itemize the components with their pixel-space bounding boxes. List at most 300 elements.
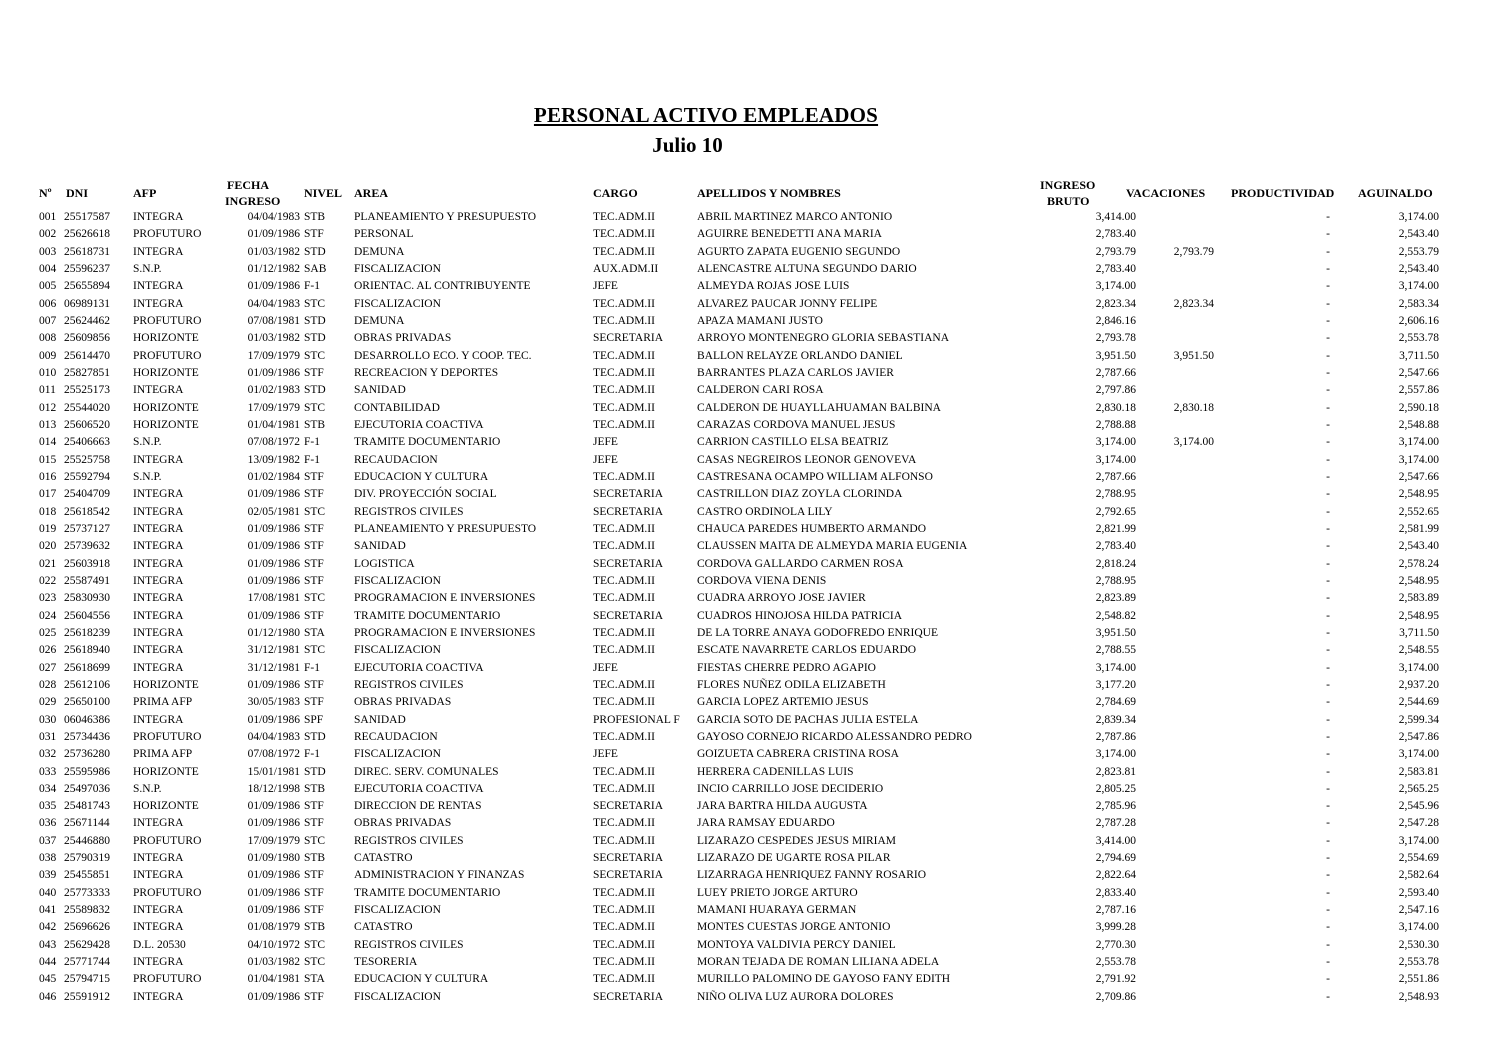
row-productividad: - [1326, 748, 1330, 761]
row-aguinaldo: 3,174.00 [1398, 661, 1439, 674]
row-dni: 25596237 [64, 262, 110, 275]
row-nombre: CALDERON DE HUAYLLAHUAMAN BALBINA [697, 401, 941, 414]
row-area: ORIENTAC. AL CONTRIBUYENTE [354, 280, 531, 293]
row-nombre: MAMANI HUARAYA GERMAN [697, 904, 857, 917]
row-ingreso-bruto: 3,174.00 [1095, 436, 1136, 449]
table-row [0, 226, 1497, 243]
header-area: AREA [354, 186, 389, 200]
header-dni: DNI [66, 186, 89, 200]
row-dni: 25650100 [64, 696, 110, 709]
row-ingreso-bruto: 3,414.00 [1095, 834, 1136, 847]
row-productividad: - [1326, 713, 1330, 726]
row-aguinaldo: 2,547.16 [1398, 904, 1439, 917]
row-dni: 25406663 [64, 436, 110, 449]
row-area: CATASTRO [354, 921, 413, 934]
row-area: EDUCACION Y CULTURA [354, 973, 489, 986]
row-nombre: CARRION CASTILLO ELSA BEATRIZ [697, 436, 889, 449]
row-nombre: FIESTAS CHERRE PEDRO AGAPIO [697, 661, 876, 674]
row-cargo: JEFE [593, 453, 618, 466]
row-aguinaldo: 3,174.00 [1398, 834, 1439, 847]
row-fecha-ingreso: 01/09/1986 [247, 228, 300, 241]
row-cargo: SECRETARIA [593, 852, 663, 865]
row-nivel: STC [304, 956, 326, 969]
row-nivel: STB [304, 782, 326, 795]
row-number: 039 [39, 869, 57, 882]
row-aguinaldo: 2,548.88 [1398, 418, 1439, 431]
table-row [0, 521, 1497, 538]
document-subtitle: Julio 10 [652, 133, 723, 157]
row-ingreso-bruto: 2,770.30 [1095, 938, 1136, 951]
table-row [0, 919, 1497, 936]
row-fecha-ingreso: 01/03/1982 [247, 332, 300, 345]
row-area: SANIDAD [354, 540, 406, 553]
row-number: 001 [39, 211, 57, 223]
row-nombre: MONTES CUESTAS JORGE ANTONIO [697, 921, 891, 934]
row-dni: 25618940 [64, 644, 110, 657]
row-dni: 25624462 [64, 314, 110, 327]
row-productividad: - [1326, 314, 1330, 327]
row-number: 043 [39, 938, 57, 951]
row-afp: INTEGRA [133, 713, 184, 726]
row-productividad: - [1326, 938, 1330, 951]
row-fecha-ingreso: 01/09/1986 [247, 817, 300, 830]
row-nivel: F-1 [304, 453, 320, 466]
row-aguinaldo: 2,552.65 [1398, 505, 1439, 518]
row-aguinaldo: 2,553.78 [1398, 956, 1439, 969]
row-ingreso-bruto: 3,174.00 [1095, 661, 1136, 674]
row-fecha-ingreso: 13/09/1982 [247, 453, 300, 466]
row-ingreso-bruto: 2,709.86 [1095, 990, 1136, 1003]
row-dni: 25830930 [64, 592, 110, 605]
row-number: 017 [39, 488, 57, 501]
row-cargo: JEFE [593, 661, 618, 674]
row-productividad: - [1326, 956, 1330, 969]
row-nivel: STB [304, 921, 326, 934]
row-fecha-ingreso: 04/10/1972 [247, 938, 300, 951]
row-number: 004 [39, 262, 57, 275]
row-productividad: - [1326, 540, 1330, 553]
row-vacaciones: 3,951.50 [1173, 349, 1214, 362]
row-number: 038 [39, 852, 57, 865]
row-aguinaldo: 3,174.00 [1398, 921, 1439, 934]
row-number: 009 [39, 349, 57, 362]
row-aguinaldo: 2,599.34 [1398, 713, 1439, 726]
row-aguinaldo: 3,711.50 [1399, 626, 1439, 639]
row-afp: INTEGRA [133, 921, 184, 934]
row-productividad: - [1326, 886, 1330, 899]
row-cargo: TEC.ADM.II [593, 817, 655, 830]
table-row [0, 261, 1497, 278]
row-fecha-ingreso: 18/12/1998 [247, 782, 300, 795]
row-afp: HORIZONTE [133, 332, 199, 345]
row-cargo: TEC.ADM.II [593, 730, 655, 743]
row-afp: HORIZONTE [133, 765, 199, 778]
row-number: 037 [39, 834, 57, 847]
row-afp: PROFUTURO [133, 886, 202, 899]
row-aguinaldo: 2,583.81 [1398, 765, 1439, 778]
row-dni: 25618731 [64, 245, 110, 258]
row-productividad: - [1326, 834, 1330, 847]
row-area: ADMINISTRACION Y FINANZAS [354, 869, 525, 882]
row-fecha-ingreso: 31/12/1981 [247, 661, 300, 674]
document-title: PERSONAL ACTIVO EMPLEADOS [533, 103, 879, 127]
table-row [0, 746, 1497, 763]
row-aguinaldo: 2,553.79 [1398, 245, 1439, 258]
row-vacaciones: 2,830.18 [1173, 401, 1214, 414]
row-afp: PRIMA AFP [133, 696, 193, 709]
row-area: TESORERIA [354, 956, 418, 969]
table-row [0, 694, 1497, 711]
row-cargo: TEC.ADM.II [593, 834, 655, 847]
row-aguinaldo: 2,548.95 [1398, 609, 1439, 622]
row-dni: 06989131 [64, 297, 110, 310]
row-ingreso-bruto: 3,999.28 [1095, 921, 1136, 934]
row-nivel: F-1 [304, 436, 320, 449]
row-nivel: STA [304, 973, 325, 986]
row-productividad: - [1326, 973, 1330, 986]
row-productividad: - [1326, 297, 1330, 310]
row-fecha-ingreso: 01/04/1981 [247, 418, 300, 431]
table-row [0, 469, 1497, 486]
row-afp: S.N.P. [133, 782, 162, 795]
row-nivel: STF [304, 609, 324, 622]
row-productividad: - [1326, 453, 1330, 466]
row-number: 008 [39, 332, 57, 345]
row-aguinaldo: 2,547.66 [1398, 470, 1439, 483]
table-row [0, 278, 1497, 295]
row-area: FISCALIZACION [354, 904, 441, 917]
row-aguinaldo: 3,174.00 [1398, 453, 1439, 466]
row-number: 032 [39, 748, 57, 761]
header-ingreso-date: INGRESO [225, 194, 281, 208]
row-fecha-ingreso: 01/09/1986 [247, 488, 300, 501]
row-fecha-ingreso: 01/09/1986 [247, 713, 300, 726]
table-row [0, 417, 1497, 434]
row-afp: INTEGRA [133, 574, 184, 587]
row-area: PERSONAL [354, 228, 414, 241]
row-ingreso-bruto: 2,553.78 [1095, 956, 1136, 969]
row-ingreso-bruto: 2,783.40 [1095, 540, 1136, 553]
table-row [0, 400, 1497, 417]
row-dni: 25618542 [64, 505, 110, 518]
row-afp: PROFUTURO [133, 834, 202, 847]
row-fecha-ingreso: 01/02/1984 [247, 470, 300, 483]
table-row [0, 434, 1497, 451]
row-aguinaldo: 3,174.00 [1398, 748, 1439, 761]
row-dni: 25525173 [64, 384, 110, 397]
table-row [0, 971, 1497, 988]
row-dni: 25614470 [64, 349, 110, 362]
table-row [0, 798, 1497, 815]
row-nombre: GAYOSO CORNEJO RICARDO ALESSANDRO PEDRO [697, 730, 972, 743]
row-nivel: STF [304, 800, 324, 813]
row-nombre: CASTRILLON DIAZ ZOYLA CLORINDA [697, 488, 903, 501]
row-cargo: TEC.ADM.II [593, 696, 655, 709]
row-aguinaldo: 2,547.86 [1398, 730, 1439, 743]
row-aguinaldo: 2,583.89 [1398, 592, 1439, 605]
row-aguinaldo: 2,548.95 [1398, 574, 1439, 587]
row-productividad: - [1326, 470, 1330, 483]
row-area: DIREC. SERV. COMUNALES [354, 765, 499, 778]
table-row [0, 937, 1497, 954]
row-dni: 25696626 [64, 921, 110, 934]
row-cargo: TEC.ADM.II [593, 401, 655, 414]
row-nivel: STF [304, 904, 324, 917]
row-area: DEMUNA [354, 314, 405, 327]
row-cargo: JEFE [593, 280, 618, 293]
row-ingreso-bruto: 2,788.95 [1095, 488, 1136, 501]
row-number: 020 [39, 540, 57, 553]
row-ingreso-bruto: 2,830.18 [1095, 401, 1136, 414]
row-afp: INTEGRA [133, 990, 184, 1003]
row-nombre: GARCIA SOTO DE PACHAS JULIA ESTELA [697, 713, 919, 726]
row-area: REGISTROS CIVILES [354, 834, 464, 847]
row-dni: 25626618 [64, 228, 110, 241]
table-row [0, 608, 1497, 625]
row-ingreso-bruto: 2,823.81 [1095, 765, 1136, 778]
row-nivel: STF [304, 540, 324, 553]
row-nombre: LUEY PRIETO JORGE ARTURO [697, 886, 858, 899]
header-afp: AFP [133, 186, 157, 200]
table-row [0, 382, 1497, 399]
row-nivel: STF [304, 869, 324, 882]
row-fecha-ingreso: 01/03/1982 [247, 956, 300, 969]
row-dni: 25404709 [64, 488, 110, 501]
row-cargo: TEC.ADM.II [593, 782, 655, 795]
row-nivel: STC [304, 592, 326, 605]
row-area: SANIDAD [354, 713, 406, 726]
row-nombre: DE LA TORRE ANAYA GODOFREDO ENRIQUE [697, 626, 938, 639]
header-fecha: FECHA [227, 178, 269, 192]
row-ingreso-bruto: 2,839.34 [1095, 713, 1136, 726]
row-fecha-ingreso: 04/04/1983 [247, 297, 300, 310]
row-cargo: SECRETARIA [593, 800, 663, 813]
table-row [0, 781, 1497, 798]
row-aguinaldo: 2,557.86 [1398, 384, 1439, 397]
row-productividad: - [1326, 817, 1330, 830]
row-dni: 25544020 [64, 401, 110, 414]
table-row [0, 902, 1497, 919]
row-nombre: CARAZAS CORDOVA MANUEL JESUS [697, 418, 896, 431]
row-afp: INTEGRA [133, 245, 184, 258]
row-productividad: - [1326, 609, 1330, 622]
row-nombre: GARCIA LOPEZ ARTEMIO JESUS [697, 696, 869, 709]
row-nivel: STD [304, 332, 326, 345]
row-cargo: TEC.ADM.II [593, 366, 655, 379]
row-cargo: TEC.ADM.II [593, 470, 655, 483]
row-ingreso-bruto: 2,833.40 [1095, 886, 1136, 899]
row-ingreso-bruto: 2,788.95 [1095, 574, 1136, 587]
row-nombre: CORDOVA GALLARDO CARMEN ROSA [697, 557, 904, 570]
row-fecha-ingreso: 01/09/1986 [247, 557, 300, 570]
table-row [0, 556, 1497, 573]
row-afp: INTEGRA [133, 817, 184, 830]
row-nivel: STD [304, 314, 326, 327]
row-aguinaldo: 2,937.20 [1398, 678, 1439, 691]
row-cargo: JEFE [593, 436, 618, 449]
table-row [0, 885, 1497, 902]
table-row [0, 764, 1497, 781]
row-ingreso-bruto: 3,174.00 [1095, 280, 1136, 293]
row-nivel: STD [304, 384, 326, 397]
row-afp: INTEGRA [133, 626, 184, 639]
row-dni: 25737127 [64, 522, 110, 535]
row-number: 019 [39, 522, 57, 535]
row-number: 028 [39, 678, 57, 691]
row-dni: 25671144 [64, 817, 110, 830]
row-nombre: ALENCASTRE ALTUNA SEGUNDO DARIO [697, 262, 917, 275]
row-afp: INTEGRA [133, 505, 184, 518]
row-aguinaldo: 2,547.28 [1398, 817, 1439, 830]
row-dni: 25771744 [64, 956, 110, 969]
row-nivel: F-1 [304, 661, 320, 674]
row-productividad: - [1326, 522, 1330, 535]
row-cargo: SECRETARIA [593, 332, 663, 345]
row-ingreso-bruto: 2,783.40 [1095, 262, 1136, 275]
row-ingreso-bruto: 2,792.65 [1095, 505, 1136, 518]
row-vacaciones: 3,174.00 [1173, 436, 1214, 449]
row-ingreso-bruto: 2,787.16 [1095, 904, 1136, 917]
row-productividad: - [1326, 730, 1330, 743]
header-vacaciones: VACACIONES [1126, 186, 1206, 200]
row-area: OBRAS PRIVADAS [354, 332, 452, 345]
table-row [0, 313, 1497, 330]
row-afp: INTEGRA [133, 904, 184, 917]
row-area: FISCALIZACION [354, 644, 441, 657]
row-number: 011 [39, 384, 56, 397]
row-cargo: TEC.ADM.II [593, 973, 655, 986]
row-afp: INTEGRA [133, 557, 184, 570]
row-area: LOGISTICA [354, 557, 415, 570]
row-nivel: STC [304, 505, 326, 518]
row-nivel: STB [304, 211, 326, 223]
row-number: 024 [39, 609, 57, 622]
row-afp: S.N.P. [133, 436, 162, 449]
row-dni: 25618699 [64, 661, 110, 674]
row-productividad: - [1326, 765, 1330, 778]
row-nivel: STF [304, 696, 324, 709]
row-aguinaldo: 2,582.64 [1398, 869, 1439, 882]
row-area: REGISTROS CIVILES [354, 938, 464, 951]
row-area: RECAUDACION [354, 730, 438, 743]
table-row [0, 989, 1497, 1006]
table-row [0, 660, 1497, 677]
row-dni: 25446880 [64, 834, 110, 847]
row-fecha-ingreso: 02/05/1981 [247, 505, 300, 518]
row-aguinaldo: 3,174.00 [1398, 280, 1439, 293]
row-dni: 25606520 [64, 418, 110, 431]
row-aguinaldo: 2,565.25 [1398, 782, 1439, 795]
row-nombre: BARRANTES PLAZA CARLOS JAVIER [697, 366, 894, 379]
row-area: DIV. PROYECCIÓN SOCIAL [354, 488, 497, 501]
row-nivel: STF [304, 470, 324, 483]
row-nombre: APAZA MAMANI JUSTO [697, 314, 823, 327]
row-nombre: INCIO CARRILLO JOSE DECIDERIO [697, 782, 884, 795]
row-ingreso-bruto: 2,823.89 [1095, 592, 1136, 605]
row-fecha-ingreso: 01/12/1980 [247, 626, 300, 639]
row-afp: D.L. 20530 [133, 938, 186, 951]
row-cargo: SECRETARIA [593, 557, 663, 570]
row-productividad: - [1326, 436, 1330, 449]
row-dni: 25455851 [64, 869, 110, 882]
row-afp: INTEGRA [133, 280, 184, 293]
row-fecha-ingreso: 01/09/1986 [247, 366, 300, 379]
row-number: 007 [39, 314, 57, 327]
row-afp: PROFUTURO [133, 973, 202, 986]
row-cargo: SECRETARIA [593, 609, 663, 622]
row-productividad: - [1326, 574, 1330, 587]
row-nivel: STF [304, 557, 324, 570]
row-nivel: STD [304, 765, 326, 778]
row-dni: 25525758 [64, 453, 110, 466]
row-ingreso-bruto: 3,174.00 [1095, 453, 1136, 466]
row-ingreso-bruto: 2,787.86 [1095, 730, 1136, 743]
row-ingreso-bruto: 2,823.34 [1095, 297, 1136, 310]
row-afp: INTEGRA [133, 488, 184, 501]
row-nombre: CORDOVA VIENA DENIS [697, 574, 827, 587]
row-nombre: MURILLO PALOMINO DE GAYOSO FANY EDITH [697, 973, 951, 986]
row-area: CONTABILIDAD [354, 401, 440, 414]
row-number: 021 [39, 557, 57, 570]
row-cargo: SECRETARIA [593, 505, 663, 518]
row-area: CATASTRO [354, 852, 413, 865]
row-cargo: TEC.ADM.II [593, 540, 655, 553]
row-nombre: JARA RAMSAY EDUARDO [697, 817, 835, 830]
row-ingreso-bruto: 2,818.24 [1095, 557, 1136, 570]
header-aguinaldo: AGUINALDO [1358, 186, 1433, 200]
row-productividad: - [1326, 678, 1330, 691]
row-cargo: TEC.ADM.II [593, 938, 655, 951]
row-fecha-ingreso: 01/09/1986 [247, 574, 300, 587]
row-dni: 25790319 [64, 852, 110, 865]
row-afp: PRIMA AFP [133, 748, 193, 761]
row-nivel: STF [304, 228, 324, 241]
row-number: 046 [39, 990, 57, 1003]
table-row [0, 850, 1497, 867]
row-nombre: LIZARAZO DE UGARTE ROSA PILAR [697, 852, 891, 865]
row-number: 035 [39, 800, 57, 813]
row-nivel: STC [304, 938, 326, 951]
row-number: 042 [39, 921, 57, 934]
row-number: 023 [39, 592, 57, 605]
row-area: FISCALIZACION [354, 297, 441, 310]
row-productividad: - [1326, 904, 1330, 917]
row-cargo: TEC.ADM.II [593, 211, 655, 223]
row-afp: S.N.P. [133, 470, 162, 483]
row-aguinaldo: 2,583.34 [1398, 297, 1439, 310]
row-cargo: TEC.ADM.II [593, 522, 655, 535]
table-row [0, 296, 1497, 313]
header-bruto: BRUTO [1047, 194, 1090, 208]
row-productividad: - [1326, 228, 1330, 241]
row-nivel: STC [304, 349, 326, 362]
row-dni: 25739632 [64, 540, 110, 553]
row-aguinaldo: 2,548.95 [1398, 488, 1439, 501]
row-fecha-ingreso: 01/09/1986 [247, 904, 300, 917]
row-nombre: BALLON RELAYZE ORLANDO DANIEL [697, 349, 903, 362]
row-area: FISCALIZACION [354, 748, 441, 761]
row-fecha-ingreso: 01/09/1980 [247, 852, 300, 865]
row-area: TRAMITE DOCUMENTARIO [354, 886, 501, 899]
row-cargo: TEC.ADM.II [593, 245, 655, 258]
row-aguinaldo: 3,174.00 [1398, 436, 1439, 449]
row-cargo: TEC.ADM.II [593, 418, 655, 431]
row-area: TRAMITE DOCUMENTARIO [354, 609, 501, 622]
row-productividad: - [1326, 384, 1330, 397]
row-productividad: - [1326, 505, 1330, 518]
row-productividad: - [1326, 852, 1330, 865]
row-number: 030 [39, 713, 57, 726]
